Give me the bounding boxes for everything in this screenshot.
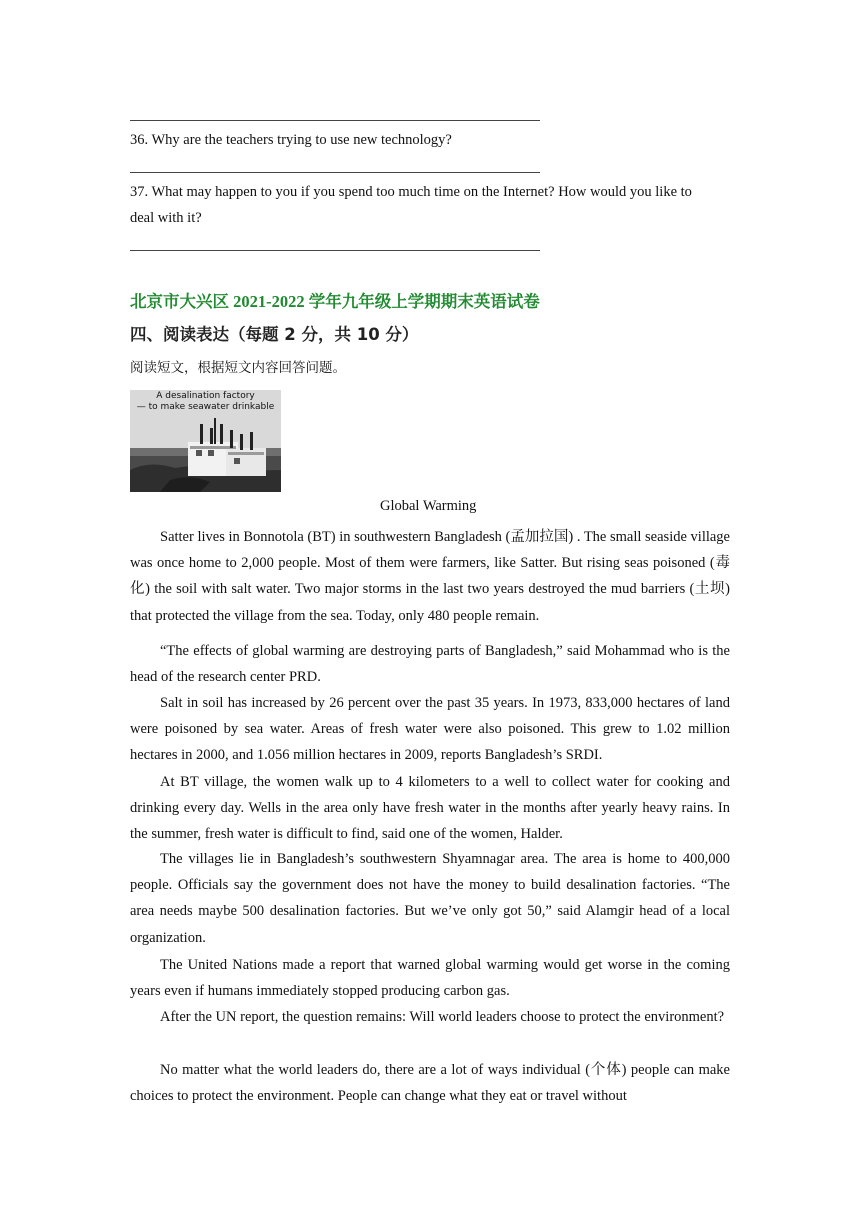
article-paragraph-1: Satter lives in Bonnotola (BT) in southwestern Bangladesh (孟加拉国) . The small seaside village was once home to 2,000 people. Most of them were farmers, like Satter. But rising seas poisoned (毒化) the soil with salt water. Two major storms in the last two years destroyed the mud barriers (土坝) that protected the village from the sea. Today, only 480 people remain. [130, 529, 730, 624]
question-36: 36. Why are the teachers trying to use new technology? [130, 132, 452, 148]
photo-caption-line-1: A desalination factory [156, 391, 255, 401]
section-instruction: 阅读短文，根据短文内容回答问题。 [130, 360, 346, 376]
answer-line-37 [130, 250, 540, 251]
question-37-line-1: 37. What may happen to you if you spend too much time on the Internet? How would you like to [130, 184, 692, 200]
section-heading: 四、阅读表达（每题 2 分，共 10 分） [130, 325, 419, 344]
photo-caption-line-2: — to make seawater drinkable [136, 402, 275, 412]
article-paragraph-6: The United Nations made a report that warned global warming would get worse in the coming years even if humans immediately stopped producing carbon gas. [130, 957, 730, 1000]
article-paragraph-4: At BT village, the women walk up to 4 kilometers to a well to collect water for cooking and drinking every day. Wells in the area only have fresh water in the months after yearly heavy rains. In the summer, fresh water is difficult to find, said one of the women, Halder. [130, 774, 730, 843]
article-paragraph-8: No matter what the world leaders do, there are a lot of ways individual (个体) people can make choices to protect the environment. People can change what they eat or travel without [130, 1062, 730, 1105]
photo-caption [130, 391, 281, 413]
exam-title: 北京市大兴区 2021-2022 学年九年级上学期期末英语试卷 [130, 292, 540, 311]
article-title: Global Warming [380, 498, 477, 514]
answer-line-35 [130, 120, 540, 121]
answer-line-36 [130, 172, 540, 173]
article-paragraph-3: Salt in soil has increased by 26 percent over the past 35 years. In 1973, 833,000 hectares of land were poisoned by sea water. Areas of fresh water were also poisoned. This grew to 1.02 million hectares in 2000, and 1.056 million hectares in 2009, reports Bangladesh’s SRDI. [130, 695, 730, 764]
question-37-line-2: deal with it? [130, 210, 202, 226]
article-paragraph-5: The villages lie in Bangladesh’s southwestern Shyamnagar area. The area is home to 400,000 people. Officials say the government does not have the money to build desalination factories. “The area needs maybe 500 desalination factories. But we’ve only got 50,” said Alamgir head of a local organization. [130, 851, 730, 946]
article-paragraph-7: After the UN report, the question remains: Will world leaders choose to protect the environment? [160, 1009, 725, 1025]
article-paragraph-2: “The effects of global warming are destroying parts of Bangladesh,” said Mohammad who is the head of the research center PRD. [130, 643, 730, 686]
desalination-factory-photo [130, 390, 281, 492]
